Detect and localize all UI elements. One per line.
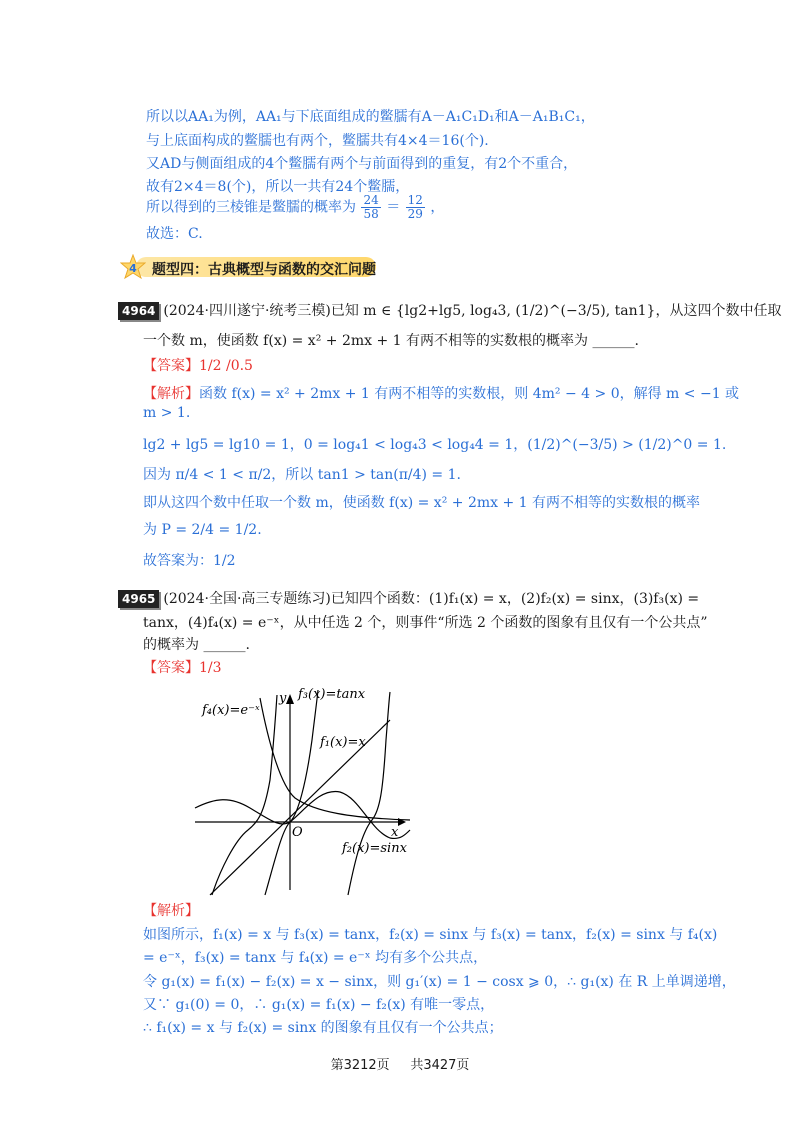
solution-4965-line-1: 如图所示，f₁(x) = x 与 f₃(x) = tanx，f₂(x) = sinx 与 f₃(x) = tanx，f₂(x) = sinx 与 f₄(x) — [143, 927, 718, 943]
label-f1: f₁(x)=x — [320, 735, 366, 750]
prev-solution-line-2: 与上底面构成的鳖臑也有两个，鳖臑共有4×4＝16(个). — [146, 133, 489, 149]
curve-f3-left — [212, 695, 277, 895]
function-graph — [190, 680, 430, 902]
label-f4: f₄(x)=e⁻ˣ — [202, 703, 260, 718]
solution-4964-line-3: lg2 + lg5 = lg10 = 1，0 = log₄1 < log₄3 < log₄4 = 1，(1/2)^(−3/5) > (1/2)^0 = 1. — [143, 437, 727, 453]
prev-solution-line-5: 所以得到的三棱锥是鳖臑的概率为 $\frac{24}{58}$ ＝ $\frac{12}{29}$ ， — [146, 193, 445, 221]
curve-f3-mid — [265, 690, 318, 895]
solution-4964-line-5: 即从这四个数中任取一个数 m，使函数 f(x) = x² + 2mx + 1 有两不相等的实数根的概率 — [143, 495, 701, 511]
star-badge-icon — [120, 254, 146, 280]
label-f2: f₂(x)=sinx — [342, 841, 407, 856]
question-4965-line-3: 的概率为 ______. — [143, 637, 250, 653]
section-title: 题型四：古典概型与函数的交汇问题 — [152, 262, 376, 278]
label-y: y — [279, 691, 287, 706]
prev-solution-line-6: 故选：C. — [146, 226, 203, 242]
solution-4964-line-1: 【解析】函数 f(x) = x² + 2mx + 1 有两不相等的实数根，则 4m² − 4 > 0，解得 m < −1 或 — [143, 386, 740, 402]
question-number: 4964 — [118, 302, 159, 320]
solution-4965-line-4: 又∵ g₁(0) = 0，∴ g₁(x) = f₁(x) − f₂(x) 有唯一零点， — [143, 997, 495, 1013]
solution-4965-line-5: ∴ f₁(x) = x 与 f₂(x) = sinx 的图象有且仅有一个公共点； — [143, 1020, 503, 1036]
solution-4964-line-6: 为 P = 2/4 = 1/2. — [143, 522, 262, 538]
solution-4965-line-3: 令 g₁(x) = f₁(x) − f₂(x) = x − sinx，则 g₁′(x) = 1 − cosx ⩾ 0，∴ g₁(x) 在 R 上单调递增， — [143, 974, 736, 990]
question-4965-line-2: tanx，(4)f₄(x) = e⁻ˣ，从中任选 2 个，则事件“所选 2 个函数的图象有且仅有一个公共点” — [143, 615, 708, 631]
solution-4965-tag: 【解析】 — [143, 903, 199, 919]
answer-4964: 【答案】1/2 /0.5 — [143, 358, 253, 374]
curve-f3-right — [348, 692, 390, 895]
y-axis-arrow-icon — [286, 694, 294, 704]
prev-solution-line-4: 故有2×4＝8(个)，所以一共有24个鳖臑， — [146, 179, 410, 195]
question-4964-line-2: 一个数 m，使函数 f(x) = x² + 2mx + 1 有两不相等的实数根的概率为 ______. — [143, 333, 639, 349]
page-total: 共3427页 — [410, 1058, 470, 1073]
question-4965-line-1: 4965 (2024·全国·高三专题练习)已知四个函数：(1)f₁(x) = x，(2)f₂(x) = sinx，(3)f₃(x) = — [118, 588, 699, 608]
solution-4964-line-2: m > 1. — [143, 405, 191, 421]
page-footer — [0, 1054, 800, 1073]
question-4964-line-1: 4964 (2024·四川遂宁·统考三模)已知 m ∈ {lg2+lg5, log₄3, (1/2)^(−3/5), tan1}，从这四个数中任取 — [118, 300, 781, 320]
solution-4964-line-7: 故答案为：1/2 — [143, 553, 236, 569]
prev-solution-line-3: 又AD与侧面组成的4个鳖臑有两个与前面得到的重复，有2个不重合， — [146, 156, 578, 172]
section-header — [118, 254, 380, 280]
label-f3: f₃(x)=tanx — [298, 687, 366, 702]
prev-solution-line-1: 所以以AA₁为例，AA₁与下底面组成的鳖臑有A－A₁C₁D₁和A－A₁B₁C₁， — [146, 109, 595, 125]
svg-text:4: 4 — [129, 262, 137, 275]
page-number: 第3212页 — [330, 1058, 390, 1073]
solution-4964-line-4: 因为 π/4 < 1 < π/2，所以 tan1 > tan(π/4) = 1. — [143, 467, 461, 483]
label-x: x — [391, 825, 399, 840]
question-number: 4965 — [118, 590, 159, 608]
label-origin: O — [292, 825, 303, 840]
solution-4965-line-2: = e⁻ˣ，f₃(x) = tanx 与 f₄(x) = e⁻ˣ 均有多个公共点， — [143, 950, 488, 966]
answer-4965: 【答案】1/3 — [143, 660, 222, 676]
